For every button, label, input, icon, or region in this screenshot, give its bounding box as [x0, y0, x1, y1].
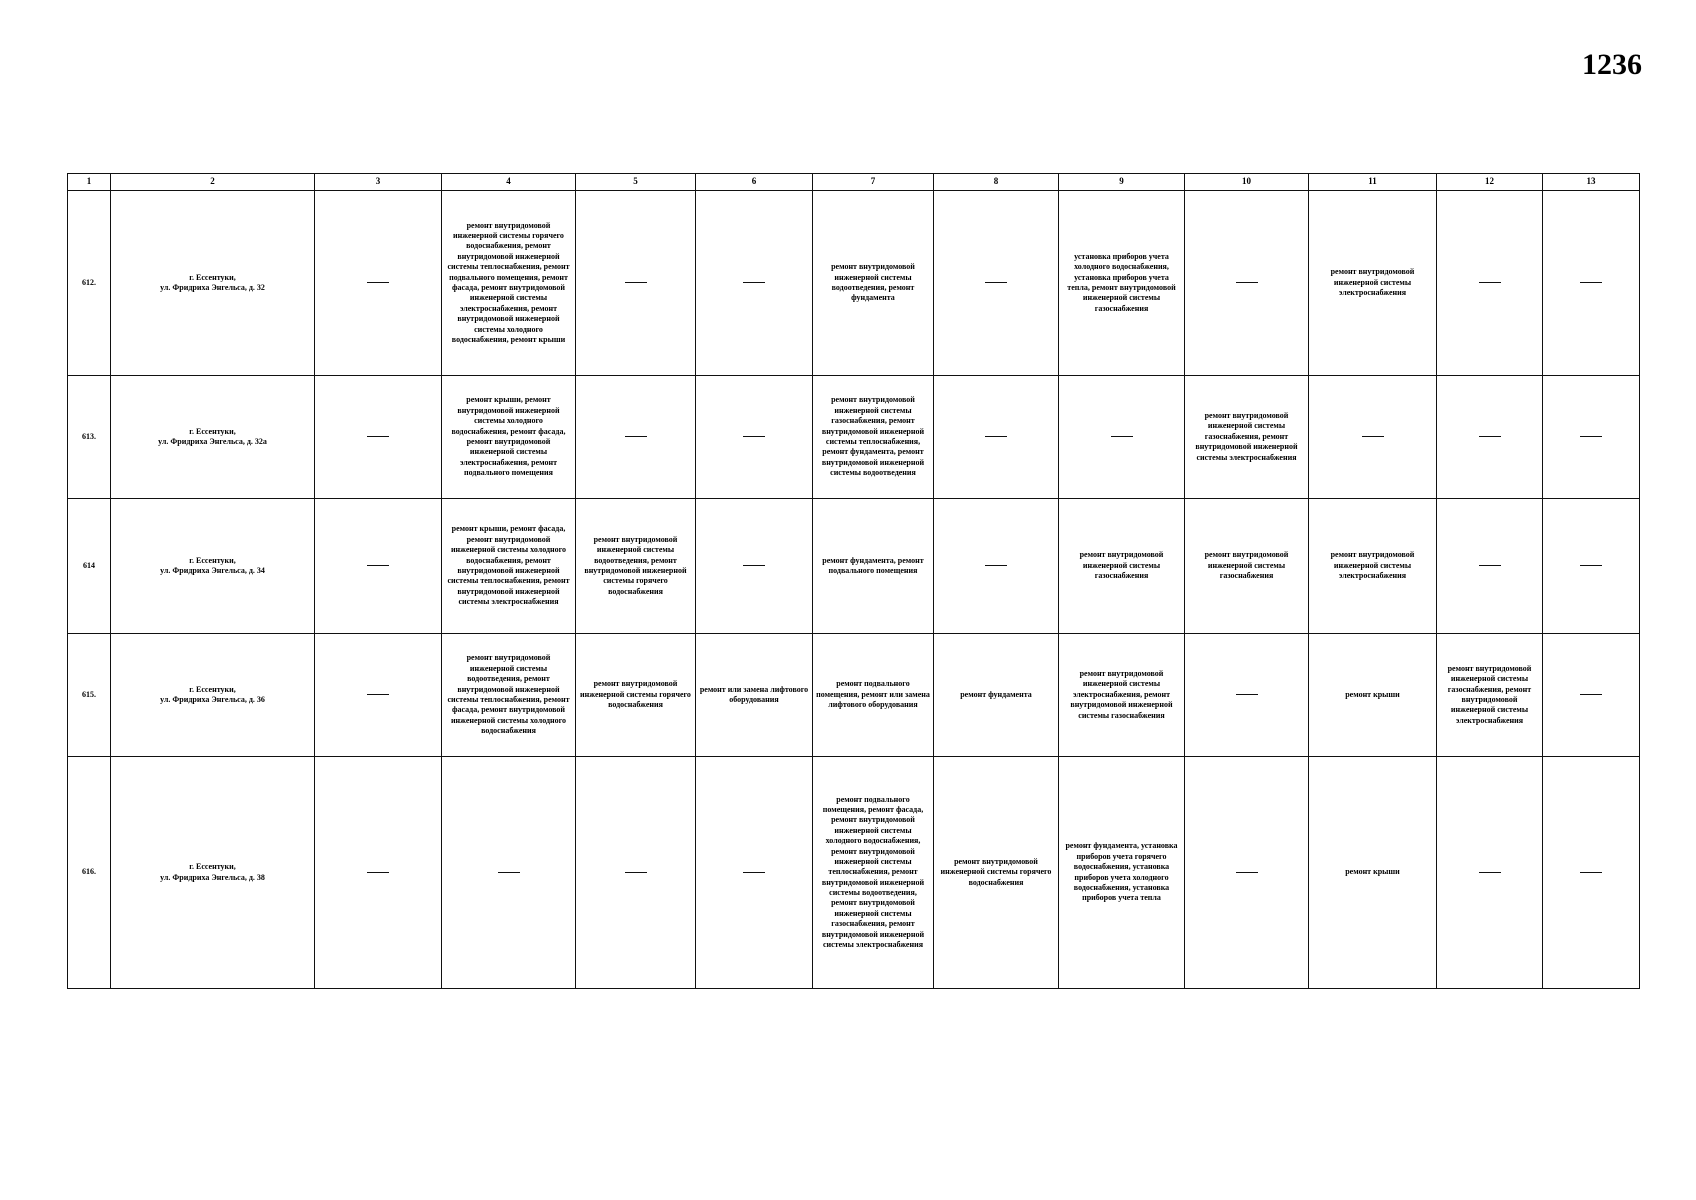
cell-col10: [1185, 376, 1309, 499]
work-description: ремонт внутридомовой инженерной системы водоотведения, ремонт внутридомовой инженерной системы горячего водоснабжения: [584, 534, 687, 596]
cell-col4: [442, 376, 576, 499]
cell-col6: [696, 757, 813, 989]
cell-col9: [1059, 757, 1185, 989]
work-description: ремонт внутридомовой инженерной системы водоотведения, ремонт фундамента: [831, 262, 915, 303]
address-city: г. Ессентуки,: [189, 862, 236, 872]
address-cell: [111, 634, 315, 757]
table-row: [68, 757, 1640, 989]
column-header: 6: [696, 174, 813, 191]
work-description: ремонт подвального помещения, ремонт или замена лифтового оборудования: [816, 679, 930, 710]
empty-dash: [1236, 694, 1258, 695]
empty-dash: [1236, 872, 1258, 873]
empty-dash: [367, 565, 389, 566]
empty-dash: [743, 436, 765, 437]
work-description: ремонт фундамента, ремонт подвального помещения: [822, 555, 924, 575]
work-description: ремонт внутридомовой инженерной системы электроснабжения: [1330, 550, 1415, 581]
work-description: установка приборов учета холодного водоснабжения, установка приборов учета тепла, ремонт внутридомовой инженерной системы газоснабжения: [1067, 251, 1176, 313]
address-street: ул. Фридриха Энгельса, д. 32а: [158, 437, 267, 446]
empty-dash: [1580, 282, 1602, 283]
table-row: [68, 191, 1640, 376]
cell-col6: [696, 499, 813, 634]
cell-col5: [576, 376, 696, 499]
empty-dash: [985, 436, 1007, 437]
column-header: 9: [1059, 174, 1185, 191]
column-header: 10: [1185, 174, 1309, 191]
cell-col7: [813, 634, 934, 757]
cell-col10: [1185, 757, 1309, 989]
column-header: 13: [1543, 174, 1640, 191]
table-row: [68, 499, 1640, 634]
cell-col5: [576, 634, 696, 757]
cell-col3: [315, 634, 442, 757]
row-number: 616.: [68, 757, 111, 989]
cell-col9: [1059, 376, 1185, 499]
cell-col4: [442, 757, 576, 989]
cell-col3: [315, 191, 442, 376]
table-row: [68, 634, 1640, 757]
work-description: ремонт внутридомовой инженерной системы горячего водоснабжения, ремонт внутридомовой инженерной системы теплоснабжения, ремонт подвального помещения, ремонт фасада, ремонт внутридомовой инженерной системы электроснабжения, ремонт внутридомовой инженерной системы холодного водоснабжения, ремонт крыши: [447, 220, 570, 344]
header-row: [68, 174, 1640, 191]
cell-col6: [696, 634, 813, 757]
table-row: [68, 376, 1640, 499]
address-cell: [111, 376, 315, 499]
cell-col13: [1543, 191, 1640, 376]
cell-col3: [315, 499, 442, 634]
cell-col4: [442, 191, 576, 376]
work-description: ремонт внутридомовой инженерной системы водоотведения, ремонт внутридомовой инженерной системы теплоснабжения, ремонт фасада, ремонт внутридомовой инженерной системы холодного водоснабжения: [447, 653, 570, 736]
work-description: ремонт фундамента, установка приборов учета горячего водоснабжения, установка приборов учета холодного водоснабжения, установка приборов учета тепла: [1065, 841, 1178, 903]
cell-col6: [696, 376, 813, 499]
empty-dash: [625, 282, 647, 283]
cell-col5: [576, 499, 696, 634]
repair-plan-table: [67, 173, 1640, 989]
empty-dash: [743, 872, 765, 873]
work-description: ремонт крыши: [1345, 867, 1400, 877]
column-header: 3: [315, 174, 442, 191]
column-header: 1: [68, 174, 111, 191]
work-description: ремонт крыши, ремонт внутридомовой инженерной системы холодного водоснабжения, ремонт фасада, ремонт внутридомовой инженерной системы электроснабжения, ремонт подвального помещения: [451, 395, 566, 478]
row-number: 613.: [68, 376, 111, 499]
address-city: г. Ессентуки,: [189, 272, 236, 282]
cell-col12: [1437, 191, 1543, 376]
cell-col8: [934, 757, 1059, 989]
address-street: ул. Фридриха Энгельса, д. 36: [160, 695, 265, 704]
work-description: ремонт внутридомовой инженерной системы газоснабжения: [1079, 550, 1164, 581]
cell-col13: [1543, 499, 1640, 634]
cell-col8: [934, 499, 1059, 634]
cell-col3: [315, 757, 442, 989]
empty-dash: [367, 282, 389, 283]
cell-col8: [934, 191, 1059, 376]
row-number: 612.: [68, 191, 111, 376]
empty-dash: [1479, 282, 1501, 283]
cell-col12: [1437, 757, 1543, 989]
work-description: ремонт внутридомовой инженерной системы горячего водоснабжения: [940, 856, 1052, 887]
cell-col9: [1059, 634, 1185, 757]
work-description: ремонт подвального помещения, ремонт фасада, ремонт внутридомовой инженерной системы холодного водоснабжения, ремонт внутридомовой инженерной системы теплоснабжения, ремонт внутридомовой инженерной системы водоотведения, ремонт внутридомовой инженерной системы газоснабжения, ремонт внутридомовой инженерной системы электроснабжения: [821, 794, 925, 950]
empty-dash: [1479, 565, 1501, 566]
page-number: 1236: [1582, 48, 1642, 81]
empty-dash: [367, 436, 389, 437]
empty-dash: [985, 282, 1007, 283]
cell-col7: [813, 499, 934, 634]
empty-dash: [1479, 436, 1501, 437]
cell-col10: [1185, 634, 1309, 757]
address-street: ул. Фридриха Энгельса, д. 34: [160, 566, 265, 575]
work-description: ремонт крыши: [1345, 689, 1400, 699]
cell-col7: [813, 376, 934, 499]
address-cell: [111, 499, 315, 634]
column-header: 11: [1309, 174, 1437, 191]
work-description: ремонт внутридомовой инженерной системы газоснабжения, ремонт внутридомовой инженерной системы электроснабжения: [1195, 411, 1298, 462]
cell-col12: [1437, 499, 1543, 634]
cell-col13: [1543, 376, 1640, 499]
cell-col4: [442, 499, 576, 634]
cell-col13: [1543, 757, 1640, 989]
address-street: ул. Фридриха Энгельса, д. 32: [160, 283, 265, 292]
work-description: ремонт внутридомовой инженерной системы газоснабжения, ремонт внутридомовой инженерной системы теплоснабжения, ремонт фундамента, ремонт внутридомовой инженерной системы водоотведения: [821, 395, 925, 478]
cell-col11: [1309, 634, 1437, 757]
empty-dash: [743, 282, 765, 283]
empty-dash: [1580, 436, 1602, 437]
cell-col5: [576, 191, 696, 376]
empty-dash: [1236, 282, 1258, 283]
cell-col12: [1437, 376, 1543, 499]
work-description: ремонт фундамента: [960, 689, 1032, 699]
cell-col3: [315, 376, 442, 499]
work-description: ремонт внутридомовой инженерной системы газоснабжения: [1204, 550, 1289, 581]
empty-dash: [1111, 436, 1133, 437]
empty-dash: [498, 872, 520, 873]
cell-col13: [1543, 634, 1640, 757]
address-city: г. Ессентуки,: [189, 426, 236, 436]
address-street: ул. Фридриха Энгельса, д. 38: [160, 872, 265, 882]
column-header: 5: [576, 174, 696, 191]
cell-col10: [1185, 191, 1309, 376]
empty-dash: [1362, 436, 1384, 437]
work-description: ремонт или замена лифтового оборудования: [699, 684, 809, 704]
column-header: 7: [813, 174, 934, 191]
work-description: ремонт внутридомовой инженерной системы горячего водоснабжения: [580, 679, 691, 710]
work-description: ремонт крыши, ремонт фасада, ремонт внутридомовой инженерной системы холодного водоснабжения, ремонт внутридомовой инженерной системы теплоснабжения, ремонт внутридомовой инженерной системы электроснабжения: [447, 524, 570, 607]
empty-dash: [1580, 694, 1602, 695]
empty-dash: [743, 565, 765, 566]
column-header: 2: [111, 174, 315, 191]
work-description: ремонт внутридомовой инженерной системы газоснабжения, ремонт внутридомовой инженерной системы электроснабжения: [1447, 663, 1532, 725]
cell-col6: [696, 191, 813, 376]
cell-col10: [1185, 499, 1309, 634]
cell-col11: [1309, 191, 1437, 376]
cell-col4: [442, 634, 576, 757]
cell-col11: [1309, 376, 1437, 499]
work-description: ремонт внутридомовой инженерной системы электроснабжения, ремонт внутридомовой инженерной системы газоснабжения: [1070, 669, 1173, 720]
empty-dash: [1580, 565, 1602, 566]
empty-dash: [1580, 872, 1602, 873]
column-header: 4: [442, 174, 576, 191]
empty-dash: [367, 872, 389, 873]
cell-col5: [576, 757, 696, 989]
empty-dash: [367, 694, 389, 695]
cell-col7: [813, 191, 934, 376]
cell-col11: [1309, 499, 1437, 634]
column-header: 8: [934, 174, 1059, 191]
work-description: ремонт внутридомовой инженерной системы электроснабжения: [1330, 267, 1415, 298]
cell-col8: [934, 634, 1059, 757]
empty-dash: [1479, 872, 1501, 873]
empty-dash: [625, 872, 647, 873]
cell-col12: [1437, 634, 1543, 757]
row-number: 614: [68, 499, 111, 634]
address-city: г. Ессентуки,: [189, 684, 236, 694]
cell-col11: [1309, 757, 1437, 989]
cell-col7: [813, 757, 934, 989]
empty-dash: [625, 436, 647, 437]
address-cell: [111, 757, 315, 989]
empty-dash: [985, 565, 1007, 566]
cell-col9: [1059, 191, 1185, 376]
cell-col8: [934, 376, 1059, 499]
address-cell: [111, 191, 315, 376]
cell-col9: [1059, 499, 1185, 634]
address-city: г. Ессентуки,: [189, 555, 236, 565]
row-number: 615.: [68, 634, 111, 757]
column-header: 12: [1437, 174, 1543, 191]
